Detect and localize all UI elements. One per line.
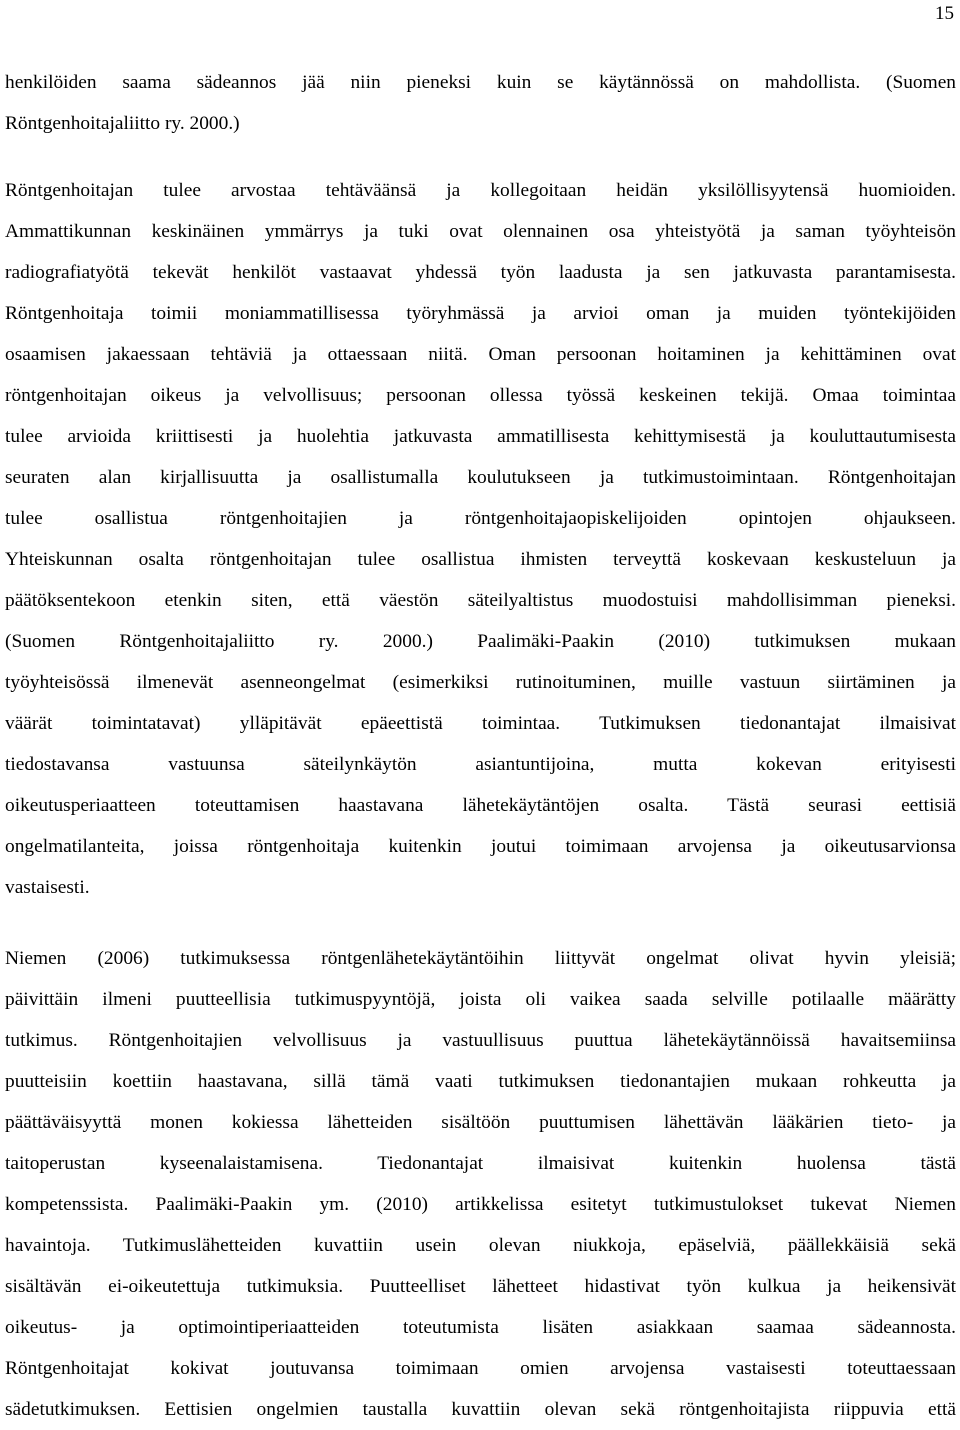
text-line: tulee arvioida kriittisesti ja huolehtia jatkuvasta ammatillisesta kehittymisestä ja kouluttautumisesta bbox=[5, 426, 956, 447]
text-line: oikeutusperiaatteen toteuttamisen haastavana lähetekäytäntöjen osalta. Tästä seurasi eettisiä bbox=[5, 795, 956, 816]
text-line: Yhteiskunnan osalta röntgenhoitajan tulee osallistua ihmisten terveyttä koskevaan keskusteluun ja bbox=[5, 549, 956, 570]
text-line: seuraten alan kirjallisuutta ja osallistumalla koulutukseen ja tutkimustoimintaan. Röntgenhoitajan bbox=[5, 467, 956, 488]
text-line: sisältävän ei-oikeutettuja tutkimuksia. Puutteelliset lähetteet hidastivat työn kulkua ja heikensivät bbox=[5, 1276, 956, 1297]
text-line: taitoperustan kyseenalaistamisena. Tiedonantajat ilmaisivat kuitenkin huolensa tästä bbox=[5, 1153, 956, 1174]
text-line: kompetenssista. Paalimäki-Paakin ym. (2010) artikkelissa esitetyt tutkimustulokset tukevat Niemen bbox=[5, 1194, 956, 1215]
text-line: päivittäin ilmeni puutteellisia tutkimuspyyntöjä, joista oli vaikea saada selville potilaalle määrätty bbox=[5, 989, 956, 1010]
text-line: (Suomen Röntgenhoitajaliitto ry. 2000.) Paalimäki-Paakin (2010) tutkimuksen mukaan bbox=[5, 631, 956, 652]
text-line: tutkimus. Röntgenhoitajien velvollisuus ja vastuullisuus puuttua lähetekäytännöissä havaitsemiinsa bbox=[5, 1030, 956, 1051]
page-number: 15 bbox=[935, 3, 954, 24]
text-line: tulee osallistua röntgenhoitajien ja röntgenhoitajaopiskelijoiden opintojen ohjaukseen. bbox=[5, 508, 956, 529]
text-line: päättäväisyyttä monen kokiessa lähetteiden sisältöön puuttumisen lähettävän lääkärien tieto- ja bbox=[5, 1112, 956, 1133]
text-line: röntgenhoitajan oikeus ja velvollisuus; persoonan ollessa työssä keskeinen tekijä. Omaa toimintaa bbox=[5, 385, 956, 406]
text-line: Röntgenhoitaja toimii moniammatillisessa työryhmässä ja arvioi oman ja muiden työntekijöiden bbox=[5, 303, 956, 324]
text-line: oikeutus- ja optimointiperiaatteiden toteutumista lisäten asiakkaan saamaa sädeannosta. bbox=[5, 1317, 956, 1338]
text-line: Ammattikunnan keskinäinen ymmärrys ja tuki ovat olennainen osa yhteistyötä ja saman työyhteisön bbox=[5, 221, 956, 242]
text-line: tiedostavansa vastuunsa säteilynkäytön asiantuntijoina, mutta kokevan erityisesti bbox=[5, 754, 956, 775]
text-line: päätöksentekoon etenkin siten, että väestön säteilyaltistus muodostuisi mahdollisimman pieneksi. bbox=[5, 590, 956, 611]
text-line: osaamisen jakaessaan tehtäviä ja ottaessaan niitä. Oman persoonan hoitaminen ja kehittäminen ovat bbox=[5, 344, 956, 365]
text-line: radiografiatyötä tekevät henkilöt vastaavat yhdessä työn laadusta ja sen jatkuvasta parantamisesta. bbox=[5, 262, 956, 283]
text-line: ongelmatilanteita, joissa röntgenhoitaja kuitenkin joutui toimimaan arvojensa ja oikeutusarvionsa bbox=[5, 836, 956, 857]
text-line: Röntgenhoitajat kokivat joutuvansa toimimaan omien arvojensa vastaisesti toteuttaessaan bbox=[5, 1358, 956, 1379]
text-line: havaintoja. Tutkimuslähetteiden kuvattiin usein olevan niukkoja, epäselviä, päällekkäisiä sekä bbox=[5, 1235, 956, 1256]
text-line: sädetutkimuksen. Eettisien ongelmien taustalla kuvattiin olevan sekä röntgenhoitajista riippuvia että bbox=[5, 1399, 956, 1420]
text-line: väärät toimintatavat) ylläpitävät epäeettistä toimintaa. Tutkimuksen tiedonantajat ilmaisivat bbox=[5, 713, 956, 734]
paragraph-3 bbox=[5, 938, 956, 1430]
paragraph-2 bbox=[5, 170, 956, 908]
paragraph-1 bbox=[5, 62, 956, 144]
text-line: vastaisesti. bbox=[5, 877, 90, 898]
text-line: työyhteisössä ilmenevät asenneongelmat (esimerkiksi rutinoituminen, muille vastuun siirtäminen ja bbox=[5, 672, 956, 693]
text-line: Niemen (2006) tutkimuksessa röntgenlähetekäytäntöihin liittyvät ongelmat olivat hyvin yleisiä; bbox=[5, 948, 956, 969]
text-line: henkilöiden saama sädeannos jää niin pieneksi kuin se käytännössä on mahdollista. (Suomen bbox=[5, 72, 956, 93]
text-line: Röntgenhoitajaliitto ry. 2000.) bbox=[5, 113, 240, 134]
text-line: Röntgenhoitajan tulee arvostaa tehtäväänsä ja kollegoitaan heidän yksilöllisyytensä huomioiden. bbox=[5, 180, 956, 201]
text-line: puutteisiin koettiin haastavana, sillä tämä vaati tutkimuksen tiedonantajien mukaan rohkeutta ja bbox=[5, 1071, 956, 1092]
